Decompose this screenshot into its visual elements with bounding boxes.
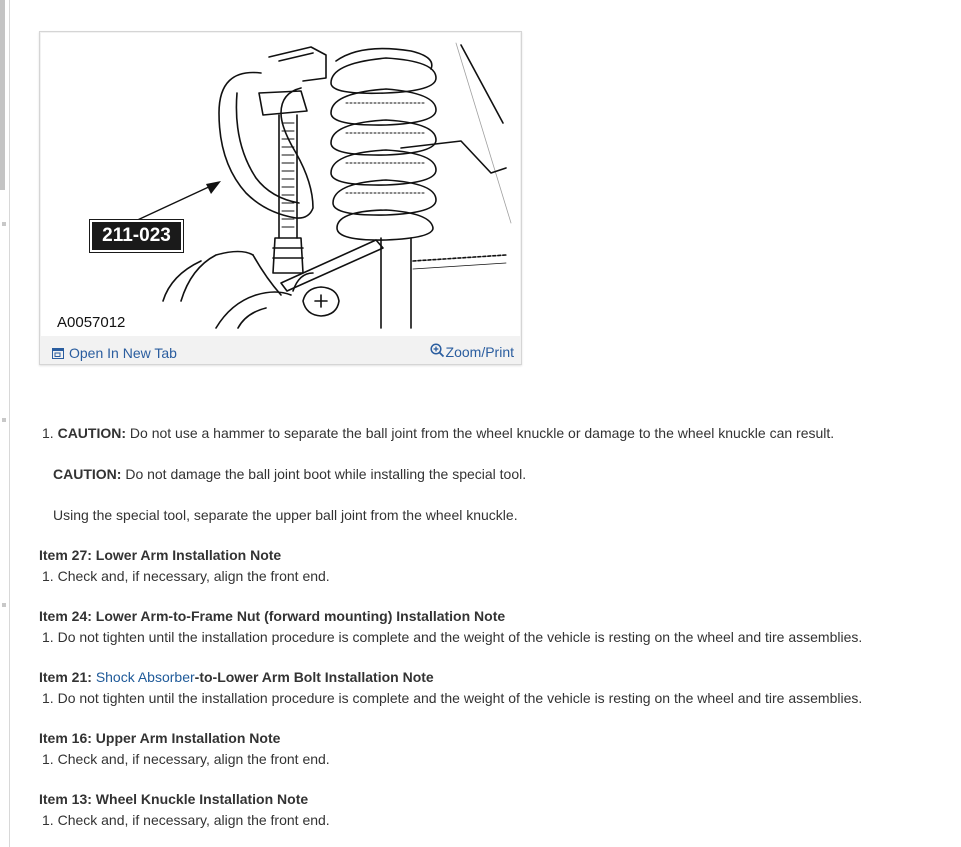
step-1-caution bbox=[42, 425, 834, 441]
ball-joint-separator-illustration bbox=[41, 33, 520, 336]
step-number: 1. bbox=[42, 425, 54, 441]
scroll-marker bbox=[2, 222, 6, 226]
open-in-new-tab-link[interactable] bbox=[52, 345, 177, 362]
step-text: Check and, if necessary, align the front end. bbox=[57, 568, 330, 584]
tool-number-label bbox=[90, 220, 183, 252]
shock-absorber-link[interactable]: Shock Absorber bbox=[95, 669, 195, 685]
note-heading-item-21 bbox=[39, 669, 434, 685]
figure-caption-bar bbox=[40, 336, 521, 364]
bg-line bbox=[461, 45, 503, 123]
note-heading-item-13: Item 13: Wheel Knuckle Installation Note bbox=[39, 791, 309, 807]
callout-arrow bbox=[131, 181, 221, 223]
shock-strut bbox=[381, 238, 411, 328]
note-step-item-21 bbox=[42, 690, 862, 706]
step-1-instruction: Using the special tool, separate the upper ball joint from the wheel knuckle. bbox=[53, 507, 518, 523]
caution-label: CAUTION: bbox=[53, 466, 122, 482]
external-window-icon bbox=[52, 346, 64, 362]
figure-container bbox=[39, 31, 522, 365]
coil-spring bbox=[331, 49, 436, 241]
tool-number-text: 211-023 bbox=[102, 225, 171, 246]
note-heading-item-16: Item 16: Upper Arm Installation Note bbox=[39, 730, 281, 746]
heading-suffix: -to-Lower Arm Bolt Installation Note bbox=[194, 669, 434, 685]
step-text: Check and, if necessary, align the front end. bbox=[57, 751, 330, 767]
zoom-print-link[interactable] bbox=[430, 343, 514, 361]
caution-label: CAUTION: bbox=[57, 425, 127, 441]
figure-illustration[interactable] bbox=[41, 33, 520, 336]
step-text: Do not tighten until the installation procedure is complete and the weight of the vehicle is resting on the wheel and tire assemblies. bbox=[57, 690, 863, 706]
page-scrollbar[interactable] bbox=[0, 0, 10, 847]
note-step-item-24 bbox=[42, 629, 862, 645]
step-text: Check and, if necessary, align the front end. bbox=[57, 812, 330, 828]
step-1-caution-2 bbox=[53, 466, 526, 482]
note-step-item-16 bbox=[42, 751, 330, 767]
note-step-item-27 bbox=[42, 568, 330, 584]
step-number: 1. bbox=[42, 751, 54, 767]
scroll-marker bbox=[2, 603, 6, 607]
zoom-print-label: Zoom/Print bbox=[445, 344, 514, 360]
step-number: 1. bbox=[42, 568, 54, 584]
note-heading-item-27: Item 27: Lower Arm Installation Note bbox=[39, 547, 282, 563]
step-text: Do not tighten until the installation procedure is complete and the weight of the vehicle is resting on the wheel and tire assemblies. bbox=[57, 629, 863, 645]
scroll-marker bbox=[2, 418, 6, 422]
magnifier-plus-icon bbox=[430, 343, 445, 361]
step-number: 1. bbox=[42, 690, 54, 706]
step-number: 1. bbox=[42, 812, 54, 828]
figure-id-label: A0057012 bbox=[57, 314, 126, 331]
heading-prefix: Item 21: bbox=[39, 669, 96, 685]
caution-text: Do not damage the ball joint boot while installing the special tool. bbox=[121, 466, 527, 482]
note-heading-item-24: Item 24: Lower Arm-to-Frame Nut (forward mounting) Installation Note bbox=[39, 608, 506, 624]
note-step-item-13 bbox=[42, 812, 330, 828]
open-in-new-tab-label: Open In New Tab bbox=[69, 345, 177, 361]
caution-text: Do not use a hammer to separate the ball joint from the wheel knuckle or damage to the wheel knuckle can result. bbox=[126, 425, 835, 441]
special-tool-211-023 bbox=[259, 91, 383, 291]
scrollbar-thumb[interactable] bbox=[0, 0, 5, 190]
step-number: 1. bbox=[42, 629, 54, 645]
